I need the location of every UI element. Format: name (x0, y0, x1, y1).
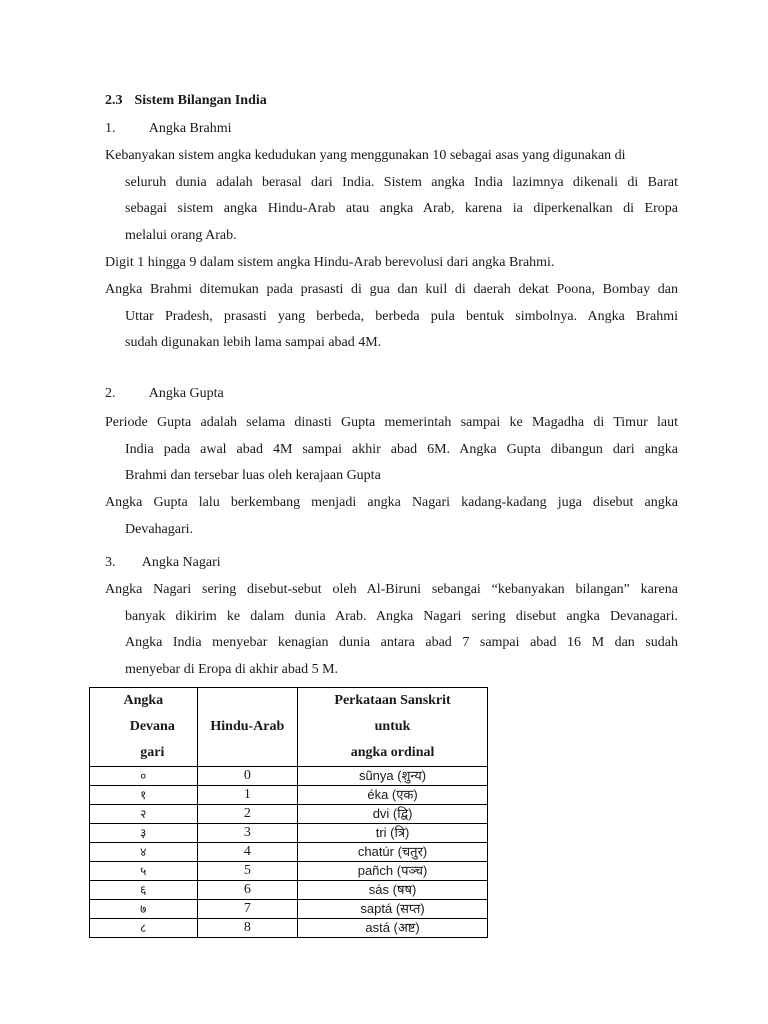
paragraph-line: Devahagari. (125, 521, 194, 537)
table-row (90, 786, 488, 805)
paragraph (105, 277, 678, 357)
item-title: Angka Nagari (141, 555, 221, 570)
item-number: 3. (105, 555, 116, 570)
header-devanagari (90, 688, 198, 767)
paragraph-line: Angka Brahmi ditemukan pada prasasti di gua dan kuil di daerah dekat Poona, Bombay dan (105, 282, 678, 297)
cell-sanskrit: astá (अष्ट) (298, 919, 488, 938)
cell-hindu-arab: 3 (197, 824, 298, 843)
cell-devanagari: ८ (90, 919, 198, 938)
header-sanskrit (298, 688, 488, 767)
paragraph-line: seluruh dunia adalah berasal dari India. Sistem angka India lazimnya dikenali di Barat (125, 174, 678, 190)
cell-hindu-arab: 5 (197, 862, 298, 881)
table-row (90, 919, 488, 938)
paragraph-line: Brahmi dan tersebar luas oleh kerajaan Gupta (125, 468, 381, 484)
table-row (90, 824, 488, 843)
header-line: Perkataan Sanskrit (334, 693, 451, 708)
cell-devanagari: ४ (90, 843, 198, 862)
item-heading-gupta (105, 386, 224, 402)
paragraph-line: Uttar Pradesh, prasasti yang berbeda, berbeda pula bentuk simbolnya. Angka Brahmi (125, 308, 678, 324)
paragraph-line: Angka Gupta lalu berkembang menjadi angka Nagari kadang-kadang juga disebut angka (105, 495, 678, 510)
cell-hindu-arab: 2 (197, 805, 298, 824)
paragraph (105, 410, 678, 490)
paragraph-line: Digit 1 hingga 9 dalam sistem angka Hindu-Arab berevolusi dari angka Brahmi. (105, 255, 555, 270)
cell-sanskrit: sás (षष) (298, 881, 488, 900)
cell-sanskrit: saptá (सप्त) (298, 900, 488, 919)
table-row (90, 900, 488, 919)
cell-hindu-arab: 4 (197, 843, 298, 862)
paragraph-line: Angka Nagari sering disebut-sebut oleh Al-Biruni sebangai “kebanyakan bilangan” karena (105, 582, 678, 597)
table-header-row (90, 688, 488, 767)
cell-sanskrit: dvi (द्वि) (298, 805, 488, 824)
cell-sanskrit: chatúr (चतुर) (298, 843, 488, 862)
cell-devanagari: ० (90, 767, 198, 786)
item-title: Angka Brahmi (148, 121, 232, 136)
item-number: 2. (105, 386, 116, 401)
section-number: 2.3 (105, 93, 123, 108)
cell-sanskrit: pañch (पञ्च) (298, 862, 488, 881)
cell-devanagari: १ (90, 786, 198, 805)
cell-sanskrit: éka (एक) (298, 786, 488, 805)
paragraph-line: sebagai sistem angka Hindu-Arab atau angka Arab, karena ia diperkenalkan di Eropa (125, 201, 678, 217)
section-heading (105, 93, 267, 109)
header-line: gari (140, 745, 165, 760)
table-row (90, 843, 488, 862)
paragraph-line: India pada awal abad 4M sampai akhir abad 6M. Angka Gupta dibangun dari angka (125, 441, 678, 457)
paragraph (105, 490, 678, 543)
cell-devanagari: ७ (90, 900, 198, 919)
table-row (90, 881, 488, 900)
paragraph-line: banyak dikirim ke dalam dunia Arab. Angka Nagari sering disebut angka Devanagari. (125, 608, 678, 624)
item-heading-nagari (105, 555, 221, 571)
paragraph (105, 577, 678, 684)
cell-hindu-arab: 6 (197, 881, 298, 900)
header-hindu-arab: Hindu-Arab (197, 688, 298, 767)
table-row (90, 862, 488, 881)
cell-devanagari: ५ (90, 862, 198, 881)
header-line: angka ordinal (350, 745, 435, 760)
cell-devanagari: ६ (90, 881, 198, 900)
paragraph (105, 250, 678, 277)
header-line: Angka (123, 693, 164, 708)
header-line: Devana (129, 719, 175, 734)
header-line: untuk (374, 719, 411, 734)
cell-devanagari: ३ (90, 824, 198, 843)
cell-sanskrit: sũnya (शुन्य) (298, 767, 488, 786)
cell-devanagari: २ (90, 805, 198, 824)
paragraph-line: menyebar di Eropa di akhir abad 5 M. (125, 662, 339, 678)
cell-hindu-arab: 7 (197, 900, 298, 919)
paragraph (105, 143, 678, 250)
table-row (90, 767, 488, 786)
cell-hindu-arab: 8 (197, 919, 298, 938)
cell-sanskrit: tri (त्रि) (298, 824, 488, 843)
section-title: Sistem Bilangan India (134, 93, 267, 108)
paragraph-line: Periode Gupta adalah selama dinasti Gupta memerintah sampai ke Magadha di Timur laut (105, 415, 678, 430)
item-number: 1. (105, 121, 116, 136)
cell-hindu-arab: 0 (197, 767, 298, 786)
numeral-table (89, 687, 488, 938)
paragraph-line: melalui orang Arab. (125, 228, 237, 244)
paragraph-line: sudah digunakan lebih lama sampai abad 4M. (125, 335, 382, 351)
paragraph-line: Kebanyakan sistem angka kedudukan yang menggunakan 10 sebagai asas yang digunakan di (105, 148, 626, 163)
table-row (90, 805, 488, 824)
item-title: Angka Gupta (148, 386, 224, 401)
cell-hindu-arab: 1 (197, 786, 298, 805)
paragraph-line: Angka India menyebar kenagian dunia antara abad 7 sampai abad 16 M dan sudah (125, 635, 678, 651)
item-heading-brahmi (105, 121, 232, 137)
